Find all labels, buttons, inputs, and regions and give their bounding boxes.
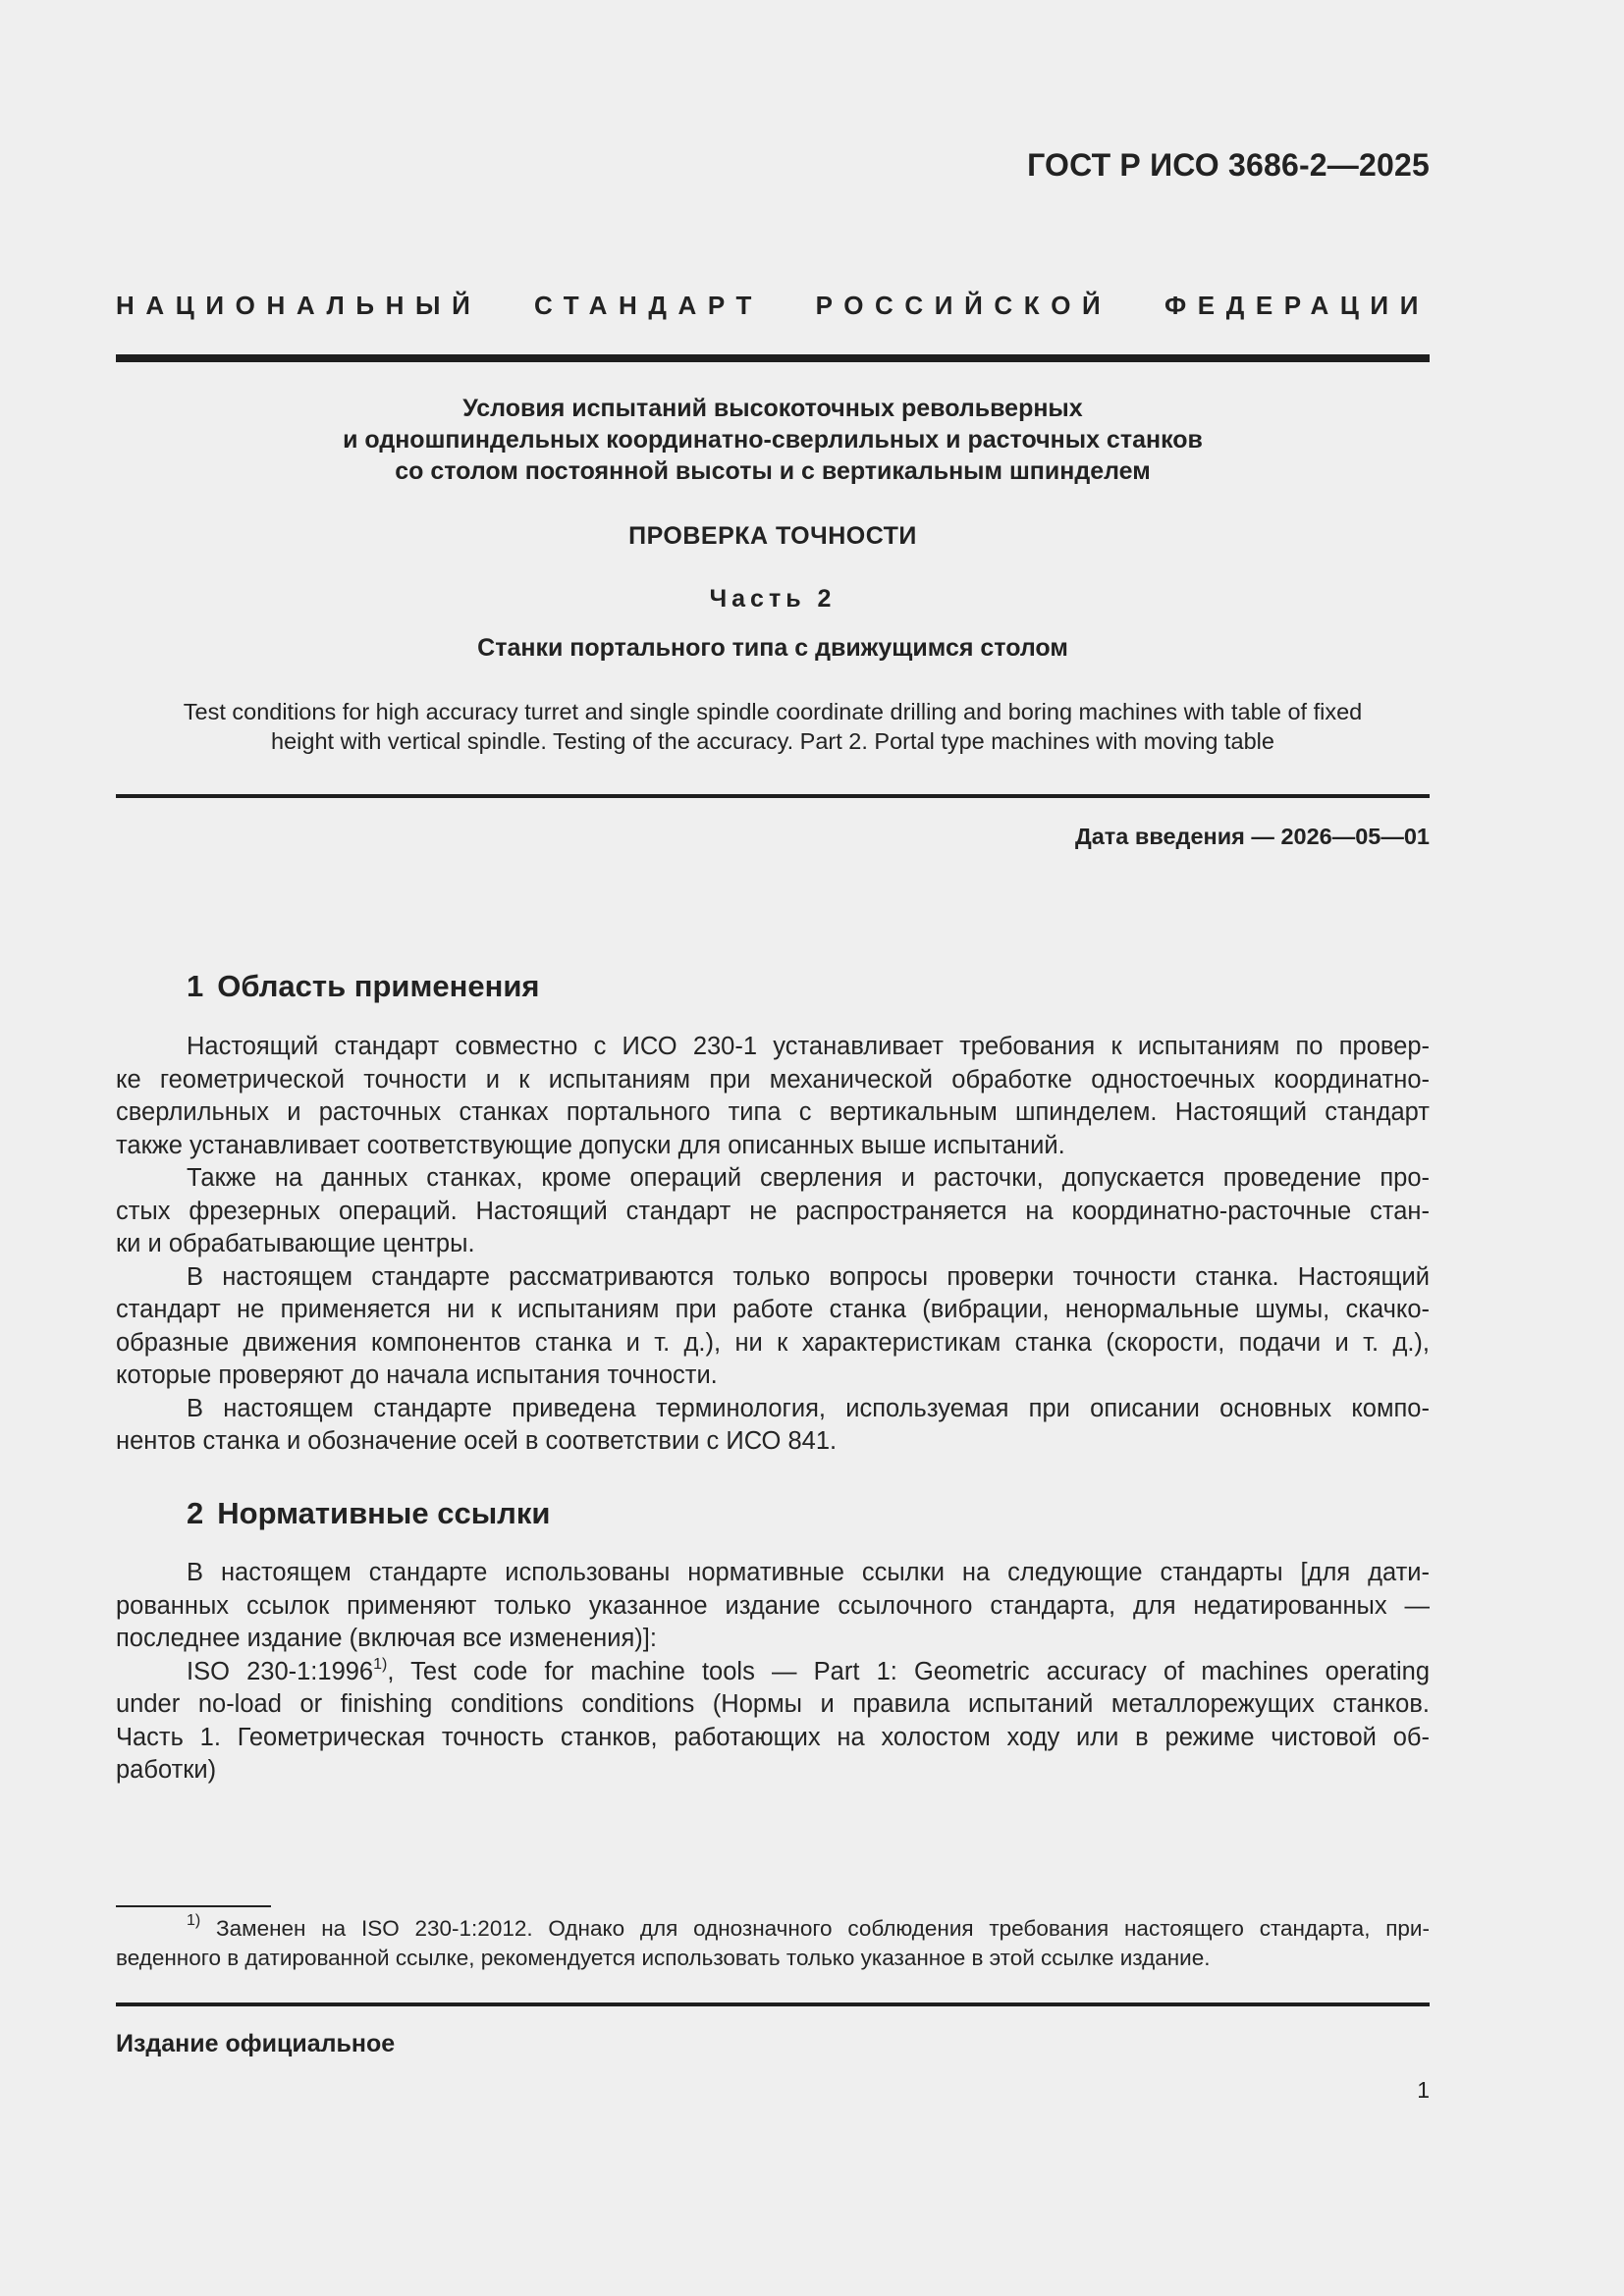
section-references-text: [116, 1557, 1430, 1788]
footnote-rule: [116, 1905, 271, 1907]
russian-title: [116, 393, 1430, 487]
footnote-line: [116, 1914, 1430, 1944]
english-title-line: Test conditions for high accuracy turret and single spindle coordinate drilling and boring machines with table of fixed: [183, 699, 1363, 724]
text-line: которые проверяют до начала испытания точности.: [116, 1362, 718, 1389]
page-number: 1: [1417, 2077, 1430, 2103]
edition-label: Издание официальное: [116, 2030, 396, 2057]
header-rule: [116, 354, 1430, 362]
text-line: работки): [116, 1756, 217, 1784]
english-title: [116, 697, 1430, 756]
section-number: 1: [187, 969, 204, 1003]
footer-rule: [116, 2002, 1430, 2006]
english-title-line: height with vertical spindle. Testing of the accuracy. Part 2. Portal type machines with moving table: [271, 728, 1274, 754]
section-heading-scope: [187, 969, 540, 1004]
standard-code: ГОСТ Р ИСО 3686-2—2025: [1027, 147, 1430, 183]
text-line: нентов станка и обозначение осей в соответствии с ИСО 841.: [116, 1427, 838, 1455]
section-title: Область применения: [217, 969, 540, 1003]
section-heading-normative-references: [187, 1496, 550, 1531]
text-line: сверлильных и расточных станках портального типа с вертикальным шпинделем. Настоящий стандарт: [116, 1098, 1430, 1126]
reference-line: [116, 1656, 1430, 1689]
footnote-line: веденного в датированной ссылке, рекомендуется использовать только указанное в этой ссылке издание.: [116, 1946, 1211, 1970]
reference-title: , Test code for machine tools — Part 1: Geometric accuracy of machines operating: [387, 1657, 1431, 1685]
text-line: ки и обрабатывающие центры.: [116, 1230, 475, 1257]
text-line: Также на данных станках, кроме операций сверления и расточки, допускается проведение про-: [187, 1164, 1430, 1192]
text-line: ке геометрической точности и к испытаниям при механической обработке одностоечных координатно-: [116, 1065, 1430, 1094]
introduction-date: Дата введения — 2026—05—01: [1074, 824, 1430, 849]
text-line: В настоящем стандарте приведена терминология, используемая при описании основных компо-: [187, 1394, 1430, 1422]
title-rule: [116, 794, 1430, 798]
text-line: также устанавливает соответствующие допуски для описанных выше испытаний.: [116, 1131, 1065, 1159]
russian-title-line: Условия испытаний высокоточных револьверных: [462, 395, 1083, 422]
text-line: стых фрезерных операций. Настоящий стандарт не распространяется на координатно-расточные стан-: [116, 1197, 1430, 1225]
russian-title-line: и одношпиндельных координатно-сверлильных и расточных станков: [343, 426, 1203, 454]
text-line: рованных ссылок применяют только указанное издание ссылочного стандарта, для недатированных —: [116, 1591, 1430, 1620]
text-line: В настоящем стандарте использованы нормативные ссылки на следующие стандарты [для дати-: [187, 1559, 1430, 1586]
text-line: образные движения компонентов станка и т. д.), ни к характеристикам станка (скорости, подачи и т. д.),: [116, 1328, 1430, 1357]
section-title: Нормативные ссылки: [217, 1496, 551, 1530]
footnote-marker: 1): [373, 1655, 388, 1673]
section-scope-text: [116, 1031, 1430, 1459]
russian-title-line: со столом постоянной высоты и с вертикальным шпинделем: [395, 457, 1151, 485]
text-line: under no-load or finishing conditions conditions (Нормы и правила испытаний металлорежущих станков.: [116, 1690, 1430, 1718]
text-line: Настоящий стандарт совместно с ИСО 230-1 устанавливает требования к испытаниям по провер-: [187, 1033, 1430, 1060]
section-number: 2: [187, 1496, 204, 1530]
footnote: [116, 1914, 1430, 1973]
text-line: стандарт не применяется ни к испытаниям при работе станка (вибрации, ненормальные шумы, скачко-: [116, 1296, 1430, 1323]
text-line: Часть 1. Геометрическая точность станков, работающих на холостом ходу или в режиме чистовой об-: [116, 1723, 1430, 1751]
accuracy-check-heading: ПРОВЕРКА ТОЧНОСТИ: [628, 522, 917, 550]
national-standard-heading: НАЦИОНАЛЬНЫЙ СТАНДАРТ РОССИЙСКОЙ ФЕДЕРАЦИИ: [116, 291, 1430, 320]
text-line: последнее издание (включая все изменения)]:: [116, 1625, 657, 1652]
part-label: Часть 2: [709, 585, 837, 613]
document-page: [116, 0, 1430, 2296]
text-line: В настоящем стандарте рассматриваются только вопросы проверки точности станка. Настоящий: [187, 1262, 1430, 1291]
reference-code: ISO 230-1:1996: [187, 1657, 374, 1685]
footnote-marker: 1): [187, 1912, 201, 1929]
part-title: Станки портального типа с движущимся столом: [477, 634, 1068, 662]
footnote-text: Заменен на ISO 230-1:2012. Однако для однозначного соблюдения требования настоящего стандарта, при-: [200, 1916, 1430, 1941]
